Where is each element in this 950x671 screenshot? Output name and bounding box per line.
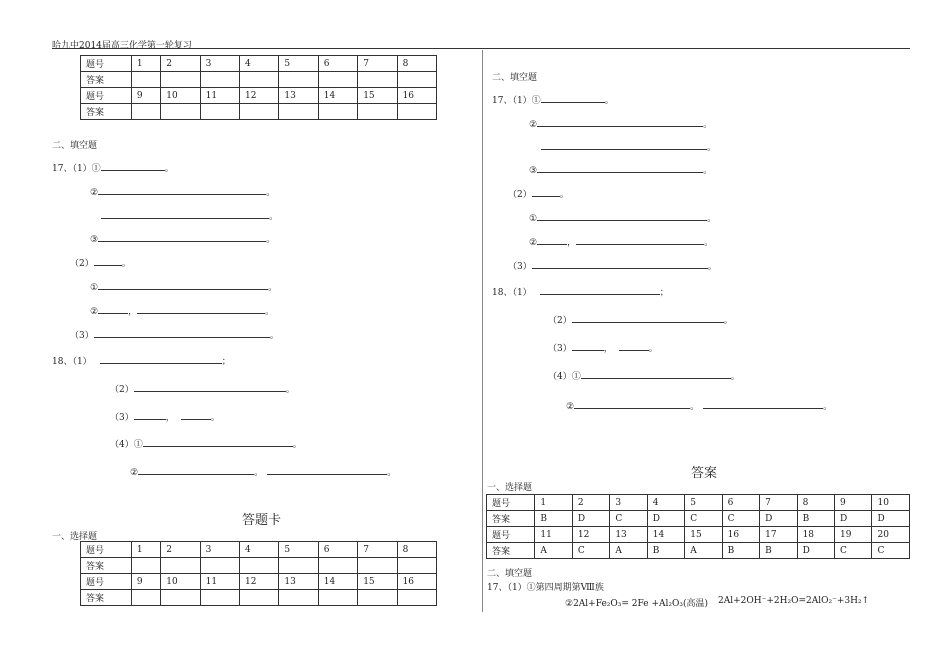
table-row bbox=[81, 574, 437, 590]
answer-17-equation-1: ②2Al+Fe₂O₃= 2Fe +Al₂O₃(高温) bbox=[565, 599, 708, 609]
grid-label: 答案 bbox=[81, 104, 132, 120]
answer-value: A bbox=[610, 543, 647, 559]
grid-cell: 5 bbox=[279, 56, 318, 72]
grid-cell: 14 bbox=[318, 574, 357, 590]
answer-blank[interactable] bbox=[101, 162, 165, 171]
table-row bbox=[81, 104, 437, 120]
period: 。 bbox=[210, 413, 220, 423]
grid-label: 答案 bbox=[487, 543, 535, 559]
q17-part2-sub1-line bbox=[90, 280, 277, 293]
grid-cell: 14 bbox=[318, 88, 357, 104]
answer-17-1: 17、（1）①第四周期第Ⅷ族 bbox=[487, 583, 604, 593]
r-q17-part1-line bbox=[492, 93, 614, 106]
grid-cell: 3 bbox=[610, 495, 647, 511]
grid-cell: 2 bbox=[161, 542, 200, 558]
period: 。 bbox=[604, 96, 614, 106]
comma: ， bbox=[165, 413, 175, 423]
answer-blank[interactable] bbox=[94, 329, 270, 338]
answer-cell[interactable] bbox=[240, 590, 279, 606]
comma: ， bbox=[128, 307, 138, 317]
q18-part3-line bbox=[110, 410, 220, 423]
answer-cell[interactable] bbox=[318, 590, 357, 606]
period: 。 bbox=[707, 143, 717, 153]
answer-blank[interactable] bbox=[574, 400, 690, 409]
period: 。 bbox=[292, 440, 302, 450]
answer-cell[interactable] bbox=[397, 590, 436, 606]
semicolon: ； bbox=[221, 357, 231, 367]
period: 。 bbox=[648, 344, 658, 354]
comma: ， bbox=[567, 238, 577, 248]
grid-cell: 2 bbox=[161, 56, 200, 72]
period: 。 bbox=[703, 166, 713, 176]
answer-value: B bbox=[797, 511, 834, 527]
grid-cell: 11 bbox=[200, 574, 239, 590]
answer-blank[interactable] bbox=[537, 212, 707, 221]
answer-value: C bbox=[722, 511, 759, 527]
part-label: （2） bbox=[70, 259, 94, 269]
r-q18-part4-line bbox=[548, 369, 740, 382]
grid-label: 题号 bbox=[81, 574, 132, 590]
grid-cell: 6 bbox=[318, 56, 357, 72]
q17-part1-sub3-line bbox=[90, 232, 275, 245]
r-q18-part3-line bbox=[548, 341, 658, 354]
grid-cell: 4 bbox=[647, 495, 684, 511]
answer-blank[interactable] bbox=[537, 118, 703, 127]
answer-blank[interactable] bbox=[267, 466, 387, 475]
grid-cell: 7 bbox=[760, 495, 797, 511]
answer-value: A bbox=[535, 543, 572, 559]
r-q18-part1-line bbox=[492, 285, 669, 298]
answer-blank[interactable] bbox=[619, 342, 649, 351]
grid-label: 题号 bbox=[81, 56, 132, 72]
section-heading: 二、填空题 bbox=[492, 73, 538, 83]
answer-cell[interactable] bbox=[200, 590, 239, 606]
table-row bbox=[81, 72, 437, 88]
answer-cell[interactable] bbox=[318, 558, 357, 574]
answer-blank[interactable] bbox=[143, 438, 293, 447]
answer-cell[interactable] bbox=[131, 590, 160, 606]
part-label: （2） bbox=[548, 316, 572, 326]
grid-cell: 20 bbox=[872, 527, 910, 543]
answer-cell[interactable] bbox=[358, 72, 397, 88]
grid-cell: 11 bbox=[200, 88, 239, 104]
answer-cell[interactable] bbox=[358, 590, 397, 606]
answer-value: B bbox=[535, 511, 572, 527]
period: 。 bbox=[703, 120, 713, 130]
answer-cell[interactable] bbox=[358, 558, 397, 574]
circled-label: ② bbox=[90, 307, 99, 317]
answer-blank[interactable] bbox=[134, 411, 166, 420]
grid-cell: 14 bbox=[647, 527, 684, 543]
grid-cell: 15 bbox=[358, 88, 397, 104]
part-label: （2） bbox=[508, 190, 532, 200]
part-label: （3） bbox=[70, 331, 94, 341]
answer-value: D bbox=[797, 543, 834, 559]
answer-blank[interactable] bbox=[98, 186, 266, 195]
grid-cell: 10 bbox=[872, 495, 910, 511]
answer-17-equation-2: 2Al+2OH⁻+2H₂O=2AlO₂⁻+3H₂↑ bbox=[718, 596, 870, 606]
grid-cell: 3 bbox=[200, 56, 239, 72]
answer-blank[interactable] bbox=[540, 286, 660, 295]
question-label: 17、（1）① bbox=[492, 96, 541, 106]
grid-cell: 15 bbox=[358, 574, 397, 590]
period: 。 bbox=[266, 235, 276, 245]
answer-value: C bbox=[572, 543, 609, 559]
period: 。 bbox=[285, 385, 295, 395]
q17-part3-line bbox=[70, 328, 279, 341]
blank-answer-grid-bottom bbox=[80, 541, 437, 606]
answer-cell[interactable] bbox=[240, 104, 279, 120]
period: 。 bbox=[559, 190, 569, 200]
period: 。 bbox=[730, 372, 740, 382]
period: 。 bbox=[269, 212, 279, 222]
answer-blank[interactable] bbox=[572, 342, 604, 351]
table-row bbox=[81, 56, 437, 72]
q18-part4-sub2-line bbox=[130, 465, 396, 478]
grid-label: 题号 bbox=[81, 542, 132, 558]
grid-cell: 12 bbox=[240, 574, 279, 590]
table-row bbox=[81, 542, 437, 558]
table-row bbox=[81, 88, 437, 104]
table-row bbox=[487, 527, 910, 543]
answers-title: 答案 bbox=[691, 466, 718, 481]
blank-answer-grid-top bbox=[80, 55, 437, 120]
circled-label: ③ bbox=[529, 166, 538, 176]
circled-label: ② bbox=[90, 188, 99, 198]
grid-cell: 9 bbox=[835, 495, 872, 511]
q18-part2-line bbox=[110, 382, 295, 395]
grid-cell: 10 bbox=[161, 574, 200, 590]
answer-blank[interactable] bbox=[134, 383, 286, 392]
grid-cell: 9 bbox=[131, 574, 160, 590]
answer-cell[interactable] bbox=[397, 558, 436, 574]
r-q17-part1-sub2-cont-line bbox=[541, 140, 716, 153]
grid-cell: 19 bbox=[835, 527, 872, 543]
grid-cell: 4 bbox=[240, 542, 279, 558]
answer-value: D bbox=[572, 511, 609, 527]
answer-cell[interactable] bbox=[131, 104, 160, 120]
r-q17-part2-sub2-line bbox=[529, 235, 713, 248]
period: 。 bbox=[387, 468, 397, 478]
grid-cell: 7 bbox=[358, 542, 397, 558]
column-divider bbox=[482, 50, 483, 612]
period: 。 bbox=[268, 283, 278, 293]
table-row bbox=[487, 511, 910, 527]
q17-part1-line bbox=[52, 161, 174, 174]
grid-cell: 6 bbox=[722, 495, 759, 511]
r-q17-part2-sub1-line bbox=[529, 211, 716, 224]
question-label: 17、（1）① bbox=[52, 164, 101, 174]
answer-blank[interactable] bbox=[572, 314, 724, 323]
answer-cell[interactable] bbox=[397, 72, 436, 88]
grid-cell: 13 bbox=[610, 527, 647, 543]
circled-label: ② bbox=[566, 402, 575, 412]
circled-label: ② bbox=[529, 238, 538, 248]
grid-cell: 2 bbox=[572, 495, 609, 511]
r-q17-part2-line bbox=[508, 187, 569, 200]
grid-cell: 12 bbox=[240, 88, 279, 104]
period: 。 bbox=[121, 259, 131, 269]
grid-cell: 9 bbox=[131, 88, 160, 104]
circled-label: ① bbox=[529, 214, 538, 224]
grid-cell: 16 bbox=[397, 88, 436, 104]
answer-blank[interactable] bbox=[576, 236, 704, 245]
answer-value: C bbox=[610, 511, 647, 527]
circled-label: ③ bbox=[90, 235, 99, 245]
grid-cell: 10 bbox=[161, 88, 200, 104]
grid-cell: 5 bbox=[685, 495, 722, 511]
grid-cell: 3 bbox=[200, 542, 239, 558]
semicolon: ； bbox=[659, 288, 669, 298]
page-header: 哈九中2014届高三化学第一轮复习 bbox=[52, 41, 192, 51]
answer-blank[interactable] bbox=[537, 164, 703, 173]
answer-blank[interactable] bbox=[98, 281, 268, 290]
answer-cell[interactable] bbox=[397, 104, 436, 120]
answer-blank[interactable] bbox=[98, 233, 266, 242]
r-q17-part1-sub3-line bbox=[529, 163, 712, 176]
answer-blank[interactable] bbox=[100, 355, 222, 364]
answer-value: D bbox=[872, 511, 910, 527]
part-label: （4）① bbox=[110, 440, 143, 450]
grid-cell: 1 bbox=[131, 542, 160, 558]
answer-blank[interactable] bbox=[703, 400, 823, 409]
answer-value: B bbox=[647, 543, 684, 559]
q17-part1-sub2-line bbox=[90, 185, 275, 198]
period: 。 bbox=[690, 402, 700, 412]
grid-label: 题号 bbox=[487, 495, 535, 511]
period: 。 bbox=[269, 331, 279, 341]
section-heading: 二、填空题 bbox=[52, 141, 98, 151]
answer-value: D bbox=[760, 511, 797, 527]
answer-cell[interactable] bbox=[161, 590, 200, 606]
circled-label: ② bbox=[130, 468, 139, 478]
answer-cell[interactable] bbox=[131, 558, 160, 574]
answer-blank[interactable] bbox=[537, 236, 567, 245]
answer-blank[interactable] bbox=[541, 94, 605, 103]
grid-cell: 12 bbox=[572, 527, 609, 543]
answer-cell[interactable] bbox=[279, 590, 318, 606]
part-label: （2） bbox=[110, 385, 134, 395]
answer-blank[interactable] bbox=[532, 188, 560, 197]
part-label: （3） bbox=[110, 413, 134, 423]
part-label: （3） bbox=[548, 344, 572, 354]
answer-cell[interactable] bbox=[240, 72, 279, 88]
grid-cell: 18 bbox=[797, 527, 834, 543]
answer-key-grid bbox=[486, 494, 910, 559]
answer-value: A bbox=[685, 543, 722, 559]
grid-label: 答案 bbox=[81, 558, 132, 574]
q18-part1-line bbox=[52, 354, 231, 367]
table-row bbox=[81, 558, 437, 574]
grid-label: 题号 bbox=[81, 88, 132, 104]
question-label: 18、（1） bbox=[52, 357, 92, 367]
r-q17-part1-sub2-line bbox=[529, 117, 712, 130]
answer-cell[interactable] bbox=[279, 558, 318, 574]
answer-blank[interactable] bbox=[137, 305, 265, 314]
period: 。 bbox=[707, 214, 717, 224]
circled-label: ② bbox=[529, 120, 538, 130]
q18-part4-line bbox=[110, 437, 302, 450]
circled-label: ① bbox=[90, 283, 99, 293]
answer-cell[interactable] bbox=[358, 104, 397, 120]
period: 。 bbox=[704, 238, 714, 248]
table-row bbox=[487, 495, 910, 511]
answer-blank[interactable] bbox=[94, 257, 122, 266]
q17-part2-line bbox=[70, 256, 131, 269]
answer-cell[interactable] bbox=[161, 72, 200, 88]
period: 。 bbox=[265, 307, 275, 317]
period: 。 bbox=[164, 164, 174, 174]
section-heading: 一、选择题 bbox=[52, 532, 98, 542]
part-label: （4）① bbox=[548, 372, 581, 382]
grid-cell: 17 bbox=[760, 527, 797, 543]
grid-label: 答案 bbox=[81, 590, 132, 606]
comma: ， bbox=[603, 344, 613, 354]
answer-blank[interactable] bbox=[541, 141, 707, 150]
answer-blank[interactable] bbox=[581, 370, 731, 379]
grid-cell: 1 bbox=[131, 56, 160, 72]
grid-cell: 11 bbox=[535, 527, 572, 543]
grid-cell: 16 bbox=[722, 527, 759, 543]
answer-value: D bbox=[835, 511, 872, 527]
grid-cell: 7 bbox=[358, 56, 397, 72]
answer-blank[interactable] bbox=[101, 210, 269, 219]
answer-cell[interactable] bbox=[161, 558, 200, 574]
grid-cell: 13 bbox=[279, 88, 318, 104]
answer-blank[interactable] bbox=[532, 260, 708, 269]
answer-value: C bbox=[872, 543, 910, 559]
answer-cell[interactable] bbox=[131, 72, 160, 88]
answer-blank[interactable] bbox=[98, 305, 128, 314]
answer-cell[interactable] bbox=[240, 558, 279, 574]
r-q17-part3-line bbox=[508, 259, 717, 272]
header-rule bbox=[52, 48, 910, 49]
grid-cell: 16 bbox=[397, 574, 436, 590]
answer-blank[interactable] bbox=[181, 411, 211, 420]
answer-cell[interactable] bbox=[318, 104, 357, 120]
answer-value: C bbox=[835, 543, 872, 559]
period: 。 bbox=[823, 402, 833, 412]
grid-label: 答案 bbox=[487, 511, 535, 527]
grid-cell: 4 bbox=[240, 56, 279, 72]
part-label: （3） bbox=[508, 262, 532, 272]
grid-cell: 13 bbox=[279, 574, 318, 590]
grid-cell: 6 bbox=[318, 542, 357, 558]
answer-value: B bbox=[760, 543, 797, 559]
answer-card-title: 答题卡 bbox=[242, 513, 282, 528]
table-row bbox=[81, 590, 437, 606]
answer-blank[interactable] bbox=[138, 466, 254, 475]
period: 。 bbox=[723, 316, 733, 326]
grid-cell: 5 bbox=[279, 542, 318, 558]
grid-label: 题号 bbox=[487, 527, 535, 543]
period: 。 bbox=[254, 468, 264, 478]
grid-cell: 8 bbox=[397, 56, 436, 72]
answer-cell[interactable] bbox=[279, 72, 318, 88]
table-row bbox=[487, 543, 910, 559]
answer-cell[interactable] bbox=[200, 104, 239, 120]
answer-value: C bbox=[685, 511, 722, 527]
answer-cell[interactable] bbox=[318, 72, 357, 88]
answer-value: B bbox=[722, 543, 759, 559]
section-heading: 二、填空题 bbox=[487, 569, 533, 579]
q17-part1-sub2-cont-line bbox=[101, 209, 278, 222]
answer-value: D bbox=[647, 511, 684, 527]
answer-cell[interactable] bbox=[200, 558, 239, 574]
grid-cell: 8 bbox=[797, 495, 834, 511]
answer-cell[interactable] bbox=[200, 72, 239, 88]
r-q18-part2-line bbox=[548, 313, 733, 326]
period: 。 bbox=[707, 262, 717, 272]
answer-cell[interactable] bbox=[161, 104, 200, 120]
section-heading: 一、选择题 bbox=[487, 483, 533, 493]
question-label: 18、（1） bbox=[492, 288, 532, 298]
q17-part2-sub2-line bbox=[90, 304, 274, 317]
r-q18-part4-sub2-line bbox=[566, 399, 832, 412]
grid-cell: 15 bbox=[685, 527, 722, 543]
period: 。 bbox=[266, 188, 276, 198]
grid-cell: 8 bbox=[397, 542, 436, 558]
grid-cell: 1 bbox=[535, 495, 572, 511]
grid-label: 答案 bbox=[81, 72, 132, 88]
answer-cell[interactable] bbox=[279, 104, 318, 120]
